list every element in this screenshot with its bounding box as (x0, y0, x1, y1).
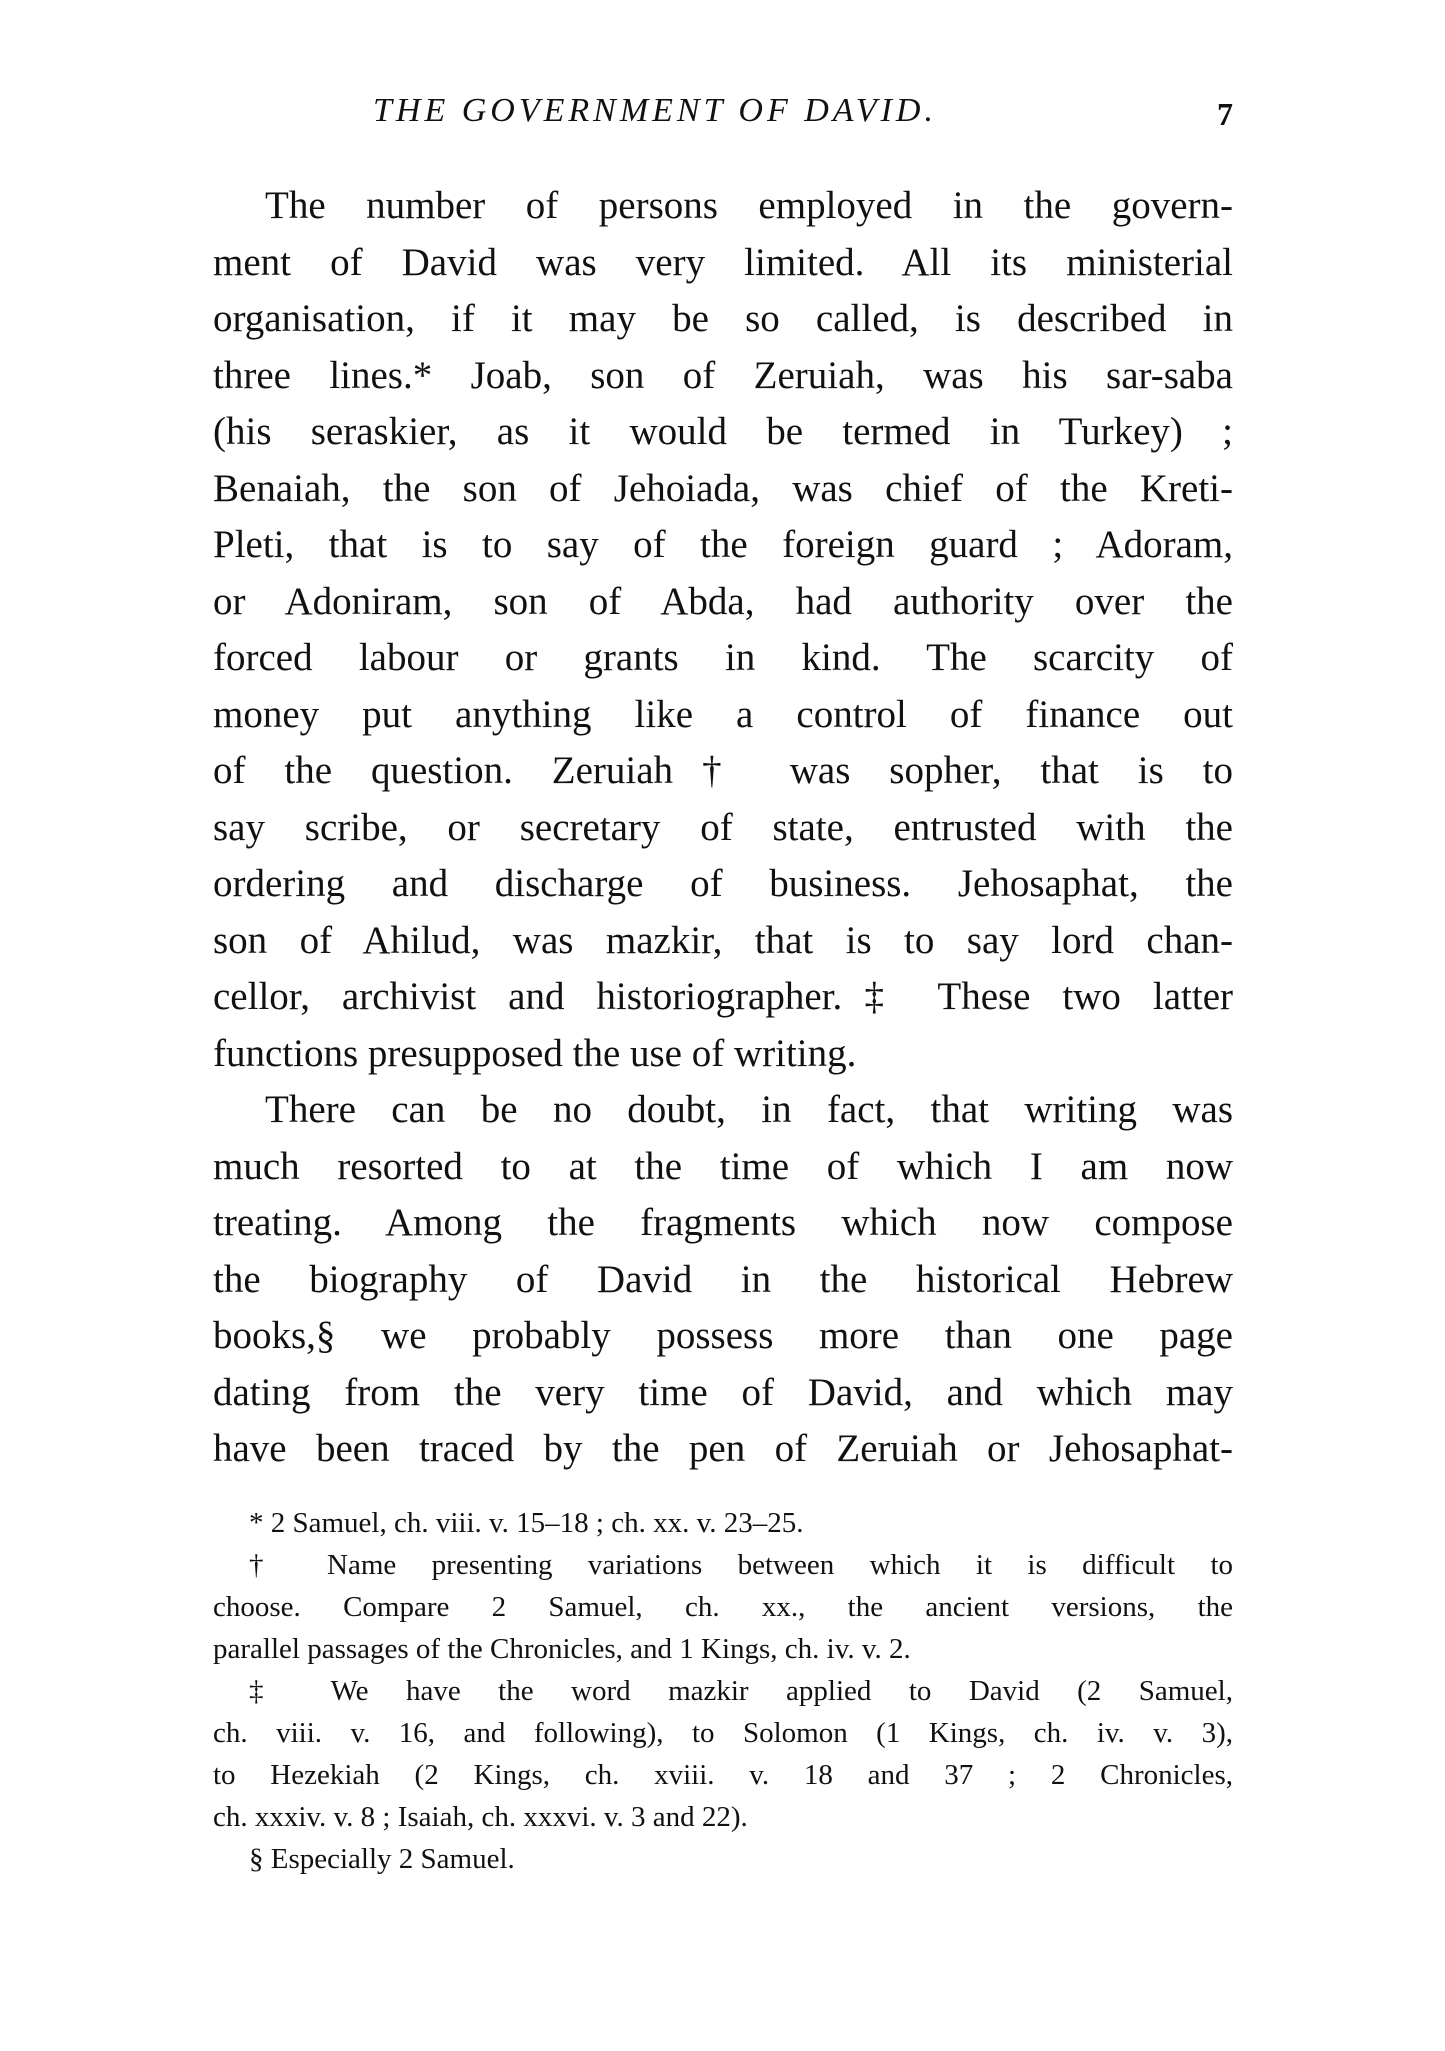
footnote-line: * 2 Samuel, ch. viii. v. 15–18 ; ch. xx. v. 23–25. (249, 1507, 804, 1539)
page-number: 7 (1217, 96, 1233, 132)
text-line: functions presupposed the use of writing. (213, 1031, 857, 1075)
footnote-2 (213, 1544, 1233, 1670)
text-line: treating. Among the fragments which now compose (213, 1201, 1233, 1244)
text-line: Pleti, that is to say of the foreign guard ; Adoram, (213, 523, 1233, 566)
text-line: ment of David was very limited. All its ministerial (213, 240, 1233, 284)
text-line: organisation, if it may be so called, is described in (213, 297, 1233, 340)
text-line: There can be no doubt, in fact, that writing was (265, 1088, 1233, 1131)
footnote-line: ch. viii. v. 16, and following), to Solomon (1 Kings, ch. iv. v. 3), (213, 1717, 1233, 1749)
text-line: dating from the very time of David, and which may (213, 1370, 1233, 1414)
text-line: of the question. Zeruiah† was sopher, that is to (213, 749, 1233, 792)
text-line: much resorted to at the time of which I am now (213, 1144, 1233, 1188)
footnotes (213, 1502, 1233, 1880)
body-text (213, 178, 1233, 1478)
footnote-line: ‡ We have the word mazkir applied to David (2 Samuel, (249, 1675, 1233, 1707)
text-line: ordering and discharge of business. Jehosaphat, the (213, 862, 1233, 905)
footnote-line: choose. Compare 2 Samuel, ch. xx., the ancient versions, the (213, 1591, 1233, 1623)
text-line: (his seraskier, as it would be termed in Turkey) ; (213, 410, 1233, 453)
footnote-1 (213, 1502, 1233, 1544)
paragraph-1 (213, 178, 1233, 1082)
footnote-line: parallel passages of the Chronicles, and 1 Kings, ch. iv. v. 2. (213, 1633, 911, 1665)
footnote-line: § Especially 2 Samuel. (249, 1843, 515, 1875)
footnote-3 (213, 1670, 1233, 1838)
text-line: son of Ahilud, was mazkir, that is to say lord chan- (213, 918, 1233, 962)
text-line: have been traced by the pen of Zeruiah or Jehosaphat- (213, 1427, 1233, 1470)
text-line: three lines.* Joab, son of Zeruiah, was his sar-saba (213, 353, 1233, 397)
running-head (213, 92, 1233, 140)
running-title: THE GOVERNMENT OF DAVID. (373, 92, 937, 129)
text-line: or Adoniram, son of Abda, had authority over the (213, 579, 1233, 623)
text-line: The number of persons employed in the govern- (265, 184, 1233, 227)
text-line: cellor, archivist and historiographer.‡ These two latter (213, 975, 1233, 1018)
text-line: books,§ we probably possess more than one page (213, 1314, 1233, 1357)
text-line: Benaiah, the son of Jehoiada, was chief of the Kreti- (213, 466, 1233, 510)
footnote-4 (213, 1838, 1233, 1880)
text-line: money put anything like a control of finance out (213, 692, 1233, 736)
paragraph-2 (213, 1082, 1233, 1478)
footnote-line: to Hezekiah (2 Kings, ch. xviii. v. 18 and 37 ; 2 Chronicles, (213, 1759, 1233, 1791)
text-line: forced labour or grants in kind. The scarcity of (213, 636, 1233, 679)
text-line: say scribe, or secretary of state, entrusted with the (213, 805, 1233, 849)
footnote-line: ch. xxxiv. v. 8 ; Isaiah, ch. xxxvi. v. 3 and 22). (213, 1801, 748, 1833)
text-line: the biography of David in the historical Hebrew (213, 1257, 1233, 1301)
footnote-line: † Name presenting variations between which it is difficult to (249, 1549, 1233, 1581)
